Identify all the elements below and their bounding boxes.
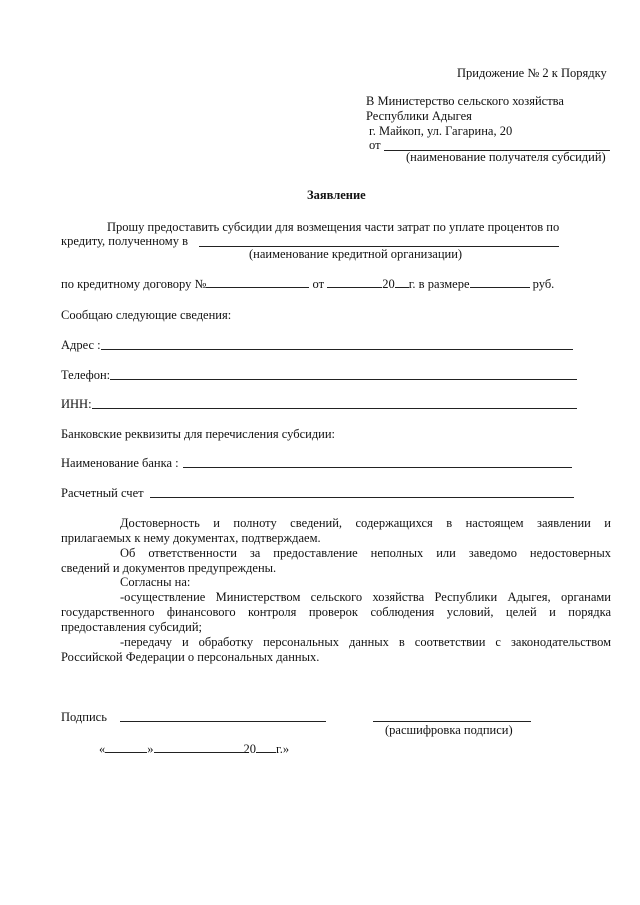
account-label: Расчетный счет xyxy=(61,486,144,500)
inn-field[interactable] xyxy=(92,408,577,409)
signature-date xyxy=(99,741,289,757)
credit-organization-caption: (наименование кредитной организации) xyxy=(249,247,463,261)
contract-line xyxy=(61,276,554,292)
signature-year-field[interactable] xyxy=(256,741,276,753)
from-label: от xyxy=(369,138,381,152)
bank-name-field[interactable] xyxy=(183,467,572,468)
signature-decode-caption: (расшифровка подписи) xyxy=(385,723,513,737)
contract-number-field[interactable] xyxy=(206,276,309,288)
signature-year-prefix: 20 xyxy=(243,742,256,756)
signature-month-field[interactable] xyxy=(154,741,244,753)
address-field[interactable] xyxy=(101,349,573,350)
consent-personal-data: -передачу и обработку персональных данных в соответствии с законодательством Российской Федерации о персональных данных. xyxy=(61,635,611,664)
document-title: Заявление xyxy=(307,188,366,202)
consent-inspection: -осуществление Министерством сельского хозяйства Республики Адыгея, органами государственного финансового контроля проверок соблюдения условий, целей и порядка предоставления субсидий; xyxy=(61,590,611,634)
recipient-caption: (наименование получателя субсидий) xyxy=(406,150,606,164)
signature-day-field[interactable] xyxy=(105,741,147,753)
appendix-note: Придожение № 2 к Порядку xyxy=(457,66,607,80)
signature-year-suffix: г.» xyxy=(276,742,290,756)
contract-year-prefix: 20 xyxy=(382,277,395,291)
bank-name-label: Наименование банка : xyxy=(61,456,179,470)
addressee-line-2: Республики Адыгея xyxy=(366,109,472,123)
declaration-accuracy: Достоверность и полноту сведений, содержащихся в настоящем заявлении и прилагаемых к нему документах, подтверждаем. xyxy=(61,516,611,545)
contract-amount-field[interactable] xyxy=(470,276,530,288)
signature-decode-field[interactable] xyxy=(373,721,531,722)
date-close-quote: » xyxy=(147,742,154,756)
address-label: Адрес : xyxy=(61,338,101,352)
request-line-1: Прошу предоставить субсидии для возмещения части затрат по уплате процентов по xyxy=(107,220,560,234)
agree-heading: Согласны на: xyxy=(120,575,191,589)
contract-year-field[interactable] xyxy=(395,276,409,288)
declaration-responsibility: Об ответственности за предоставление неполных или заведомо недостоверных сведений и документов предупреждены. xyxy=(61,546,611,575)
contract-date-field[interactable] xyxy=(327,276,382,288)
currency-label: руб. xyxy=(532,277,555,291)
contract-amount-label: г. в размере xyxy=(408,277,470,291)
contract-prefix: по кредитному договору № xyxy=(61,277,207,291)
inn-label: ИНН: xyxy=(61,397,92,411)
bank-details-intro: Банковские реквизиты для перечисления субсидии: xyxy=(61,427,336,441)
info-intro: Сообщаю следующие сведения: xyxy=(61,308,232,322)
signature-field[interactable] xyxy=(120,721,326,722)
request-line-2: кредиту, полученному в xyxy=(61,234,188,248)
phone-label: Телефон: xyxy=(61,368,111,382)
addressee-line-1: В Министерство сельского хозяйства xyxy=(366,94,564,108)
contract-from-label: от xyxy=(312,277,325,291)
signature-label: Подпись xyxy=(61,710,107,724)
phone-field[interactable] xyxy=(110,379,577,380)
date-open-quote: « xyxy=(99,742,106,756)
account-field[interactable] xyxy=(150,497,574,498)
addressee-line-3: г. Майкоп, ул. Гагарина, 20 xyxy=(369,124,513,138)
